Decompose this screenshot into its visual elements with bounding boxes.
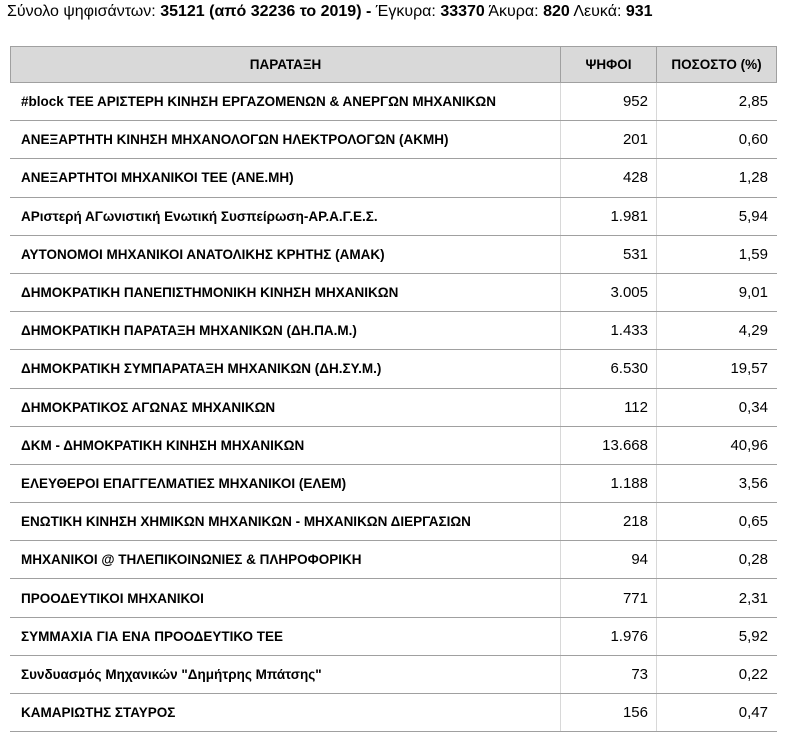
votes-cell: 3.005 [561, 273, 657, 311]
results-summary [7, 2, 653, 22]
table-row [11, 235, 777, 273]
votes-cell: 1.981 [561, 197, 657, 235]
party-cell: ΑΥΤΟΝΟΜΟΙ ΜΗΧΑΝΙΚΟΙ ΑΝΑΤΟΛΙΚΗΣ ΚΡΗΤΗΣ (ΑΜΑΚ) [11, 235, 561, 273]
votes-cell: 218 [561, 503, 657, 541]
percent-cell: 40,96 [657, 426, 777, 464]
percent-cell: 4,29 [657, 312, 777, 350]
valid-label: Έγκυρα: [375, 3, 436, 20]
party-cell: ΠΡΟΟΔΕΥΤΙΚΟΙ ΜΗΧΑΝΙΚΟΙ [11, 579, 561, 617]
votes-cell: 428 [561, 159, 657, 197]
party-column-header: ΠΑΡΑΤΑΞΗ [11, 47, 561, 83]
percent-column-header: ΠΟΣΟΣΤΟ (%) [657, 47, 777, 83]
table-row [11, 388, 777, 426]
voters-label: Σύνολο ψηφισάντων: [7, 3, 156, 20]
percent-cell: 19,57 [657, 350, 777, 388]
party-cell: ΔΗΜΟΚΡΑΤΙΚΗ ΠΑΡΑΤΑΞΗ ΜΗΧΑΝΙΚΩΝ (ΔΗ.ΠΑ.Μ.) [11, 312, 561, 350]
percent-cell: 1,28 [657, 159, 777, 197]
table-row [11, 197, 777, 235]
percent-cell: 0,60 [657, 121, 777, 159]
table-row [11, 83, 777, 121]
table-header-row [11, 47, 777, 83]
party-cell: ΔΗΜΟΚΡΑΤΙΚΗ ΣΥΜΠΑΡΑΤΑΞΗ ΜΗΧΑΝΙΚΩΝ (ΔΗ.ΣΥ.Μ.) [11, 350, 561, 388]
percent-cell: 3,56 [657, 464, 777, 502]
blank-label: Λευκά: [573, 3, 622, 20]
table-row [11, 503, 777, 541]
results-table [10, 46, 777, 732]
summary-separator: - [365, 3, 372, 20]
votes-cell: 13.668 [561, 426, 657, 464]
votes-cell: 6.530 [561, 350, 657, 388]
valid-value: 33370 [440, 3, 485, 20]
results-table-body [11, 83, 777, 732]
votes-cell: 531 [561, 235, 657, 273]
party-cell: ΔΚΜ - ΔΗΜΟΚΡΑΤΙΚΗ ΚΙΝΗΣΗ ΜΗΧΑΝΙΚΩΝ [11, 426, 561, 464]
party-cell: ΑΝΕΞΑΡΤΗΤΗ ΚΙΝΗΣΗ ΜΗΧΑΝΟΛΟΓΩΝ ΗΛΕΚΤΡΟΛΟΓΩΝ (ΑΚΜΗ) [11, 121, 561, 159]
votes-cell: 1.976 [561, 617, 657, 655]
party-cell: ΕΝΩΤΙΚΗ ΚΙΝΗΣΗ ΧΗΜΙΚΩΝ ΜΗΧΑΝΙΚΩΝ - ΜΗΧΑΝΙΚΩΝ ΔΙΕΡΓΑΣΙΩΝ [11, 503, 561, 541]
percent-cell: 0,34 [657, 388, 777, 426]
percent-cell: 9,01 [657, 273, 777, 311]
percent-cell: 0,65 [657, 503, 777, 541]
party-cell: ΑΡιστερή ΑΓωνιστική Ενωτική Συσπείρωση-ΑΡ.Α.Γ.Ε.Σ. [11, 197, 561, 235]
party-cell: ΔΗΜΟΚΡΑΤΙΚΗ ΠΑΝΕΠΙΣΤΗΜΟΝΙΚΗ ΚΙΝΗΣΗ ΜΗΧΑΝΙΚΩΝ [11, 273, 561, 311]
percent-cell: 2,85 [657, 83, 777, 121]
table-row [11, 426, 777, 464]
table-row [11, 312, 777, 350]
table-row [11, 655, 777, 693]
invalid-value: 820 [543, 3, 570, 20]
table-row [11, 159, 777, 197]
party-cell: ΕΛΕΥΘΕΡΟΙ ΕΠΑΓΓΕΛΜΑΤΙΕΣ ΜΗΧΑΝΙΚΟΙ (ΕΛΕΜ) [11, 464, 561, 502]
votes-column-header: ΨΗΦΟΙ [561, 47, 657, 83]
percent-cell: 5,92 [657, 617, 777, 655]
party-cell: ΜΗΧΑΝΙΚΟΙ @ ΤΗΛΕΠΙΚΟΙΝΩΝΙΕΣ & ΠΛΗΡΟΦΟΡΙΚΗ [11, 541, 561, 579]
percent-cell: 0,47 [657, 694, 777, 732]
votes-cell: 771 [561, 579, 657, 617]
percent-cell: 5,94 [657, 197, 777, 235]
votes-cell: 952 [561, 83, 657, 121]
table-row [11, 694, 777, 732]
voters-value: 35121 (από 32236 το 2019) [160, 3, 362, 20]
votes-cell: 1.433 [561, 312, 657, 350]
votes-cell: 156 [561, 694, 657, 732]
votes-cell: 1.188 [561, 464, 657, 502]
blank-value: 931 [625, 3, 653, 20]
party-cell: Συνδυασμός Μηχανικών "Δημήτρης Μπάτσης" [11, 655, 561, 693]
votes-cell: 201 [561, 121, 657, 159]
table-row [11, 617, 777, 655]
votes-cell: 73 [561, 655, 657, 693]
votes-cell: 112 [561, 388, 657, 426]
table-row [11, 273, 777, 311]
percent-cell: 1,59 [657, 235, 777, 273]
party-cell: ΑΝΕΞΑΡΤΗΤΟΙ ΜΗΧΑΝΙΚΟΙ ΤΕΕ (ΑΝΕ.ΜΗ) [11, 159, 561, 197]
table-row [11, 121, 777, 159]
party-cell: ΔΗΜΟΚΡΑΤΙΚΟΣ ΑΓΩΝΑΣ ΜΗΧΑΝΙΚΩΝ [11, 388, 561, 426]
table-row [11, 579, 777, 617]
percent-cell: 0,22 [657, 655, 777, 693]
party-cell: ΚΑΜΑΡΙΩΤΗΣ ΣΤΑΥΡΟΣ [11, 694, 561, 732]
table-row [11, 464, 777, 502]
table-row [11, 541, 777, 579]
party-cell: #block ΤΕΕ ΑΡΙΣΤΕΡΗ ΚΙΝΗΣΗ ΕΡΓΑΖΟΜΕΝΩΝ & ΑΝΕΡΓΩΝ ΜΗΧΑΝΙΚΩΝ [11, 83, 561, 121]
votes-cell: 94 [561, 541, 657, 579]
table-row [11, 350, 777, 388]
invalid-label: Άκυρα: [488, 3, 539, 20]
percent-cell: 0,28 [657, 541, 777, 579]
percent-cell: 2,31 [657, 579, 777, 617]
party-cell: ΣΥΜΜΑΧΙΑ ΓΙΑ ΕΝΑ ΠΡΟΟΔΕΥΤΙΚΟ ΤΕΕ [11, 617, 561, 655]
